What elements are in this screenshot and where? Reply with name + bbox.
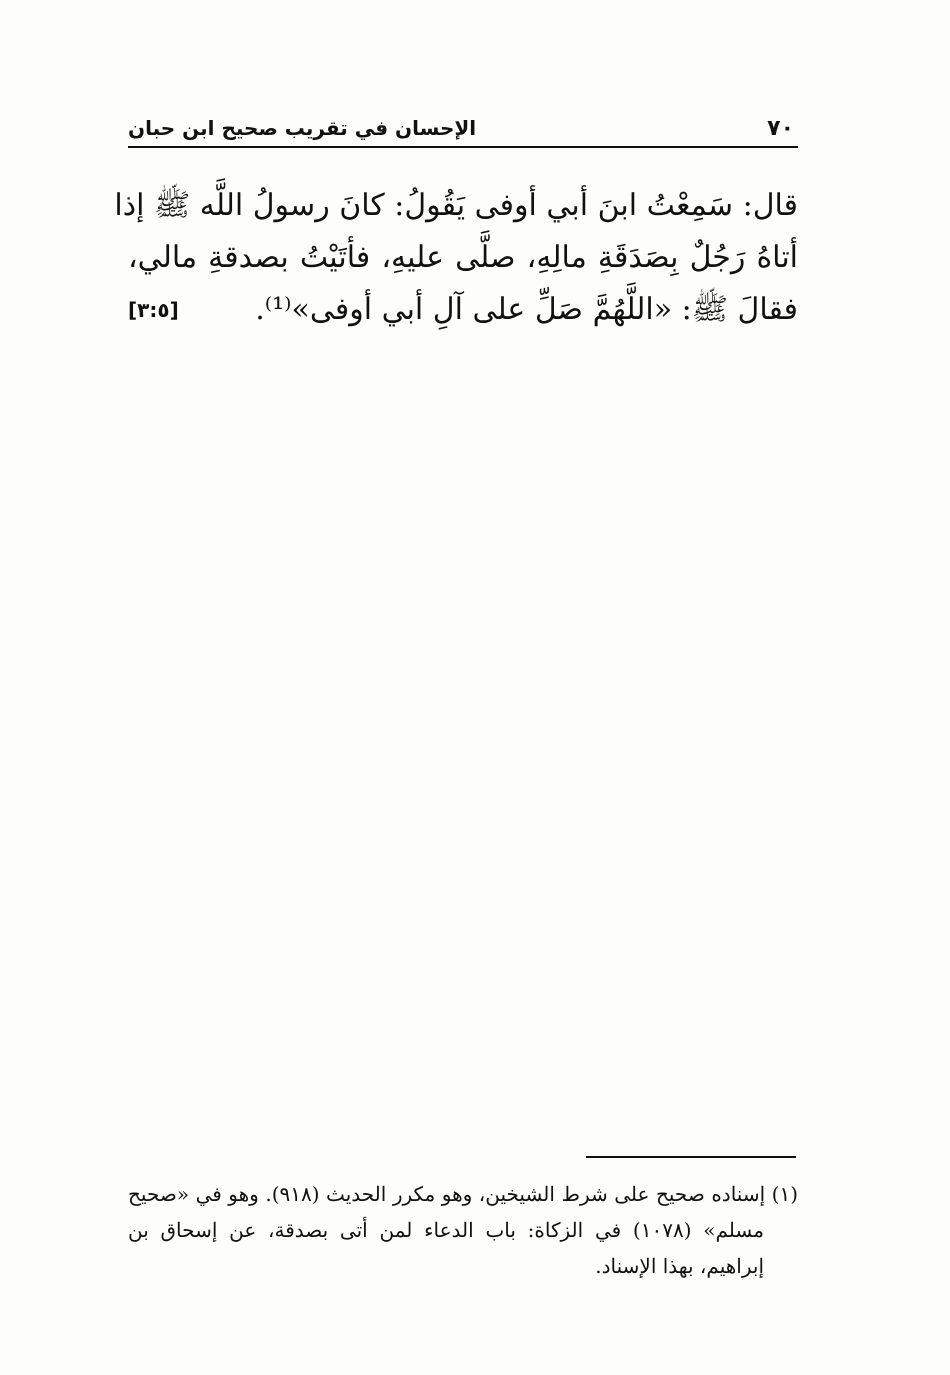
hadith-line: أتاهُ رَجُلٌ بِصَدَقَةِ مالِهِ، صلَّى عليهِ، فأتَيْتُ بصدقةِ مالي، — [128, 240, 798, 275]
hadith-text — [114, 180, 798, 336]
footnote-line: مسلم» (١٠٧٨) في الزكاة: باب الدعاء لمن أتى بصدقة، عن إسحاق بن — [128, 1218, 764, 1242]
page-number: ٧٠ — [767, 116, 794, 141]
hadith-line-last — [128, 284, 798, 336]
footnote-line: إبراهيم، بهذا الإسناد. — [595, 1254, 764, 1278]
running-title: الإحسان في تقريب صحيح ابن حبان — [128, 116, 477, 140]
footnote-divider — [586, 1156, 796, 1158]
hadith-line: قال: سَمِعْتُ ابنَ أبي أوفى يَقُولُ: كانَ رسولُ اللَّه ﷺ إذا — [114, 188, 798, 223]
hadith-line: فقالَ ﷺ: «اللَّهُمَّ صَلِّ على آلِ أبي أوفى»⁽¹⁾. — [255, 292, 798, 327]
footnotes — [128, 1176, 798, 1284]
footnote-line: (١) إسناده صحيح على شرط الشيخين، وهو مكرر الحديث (٩١٨). وهو في «صحيح — [128, 1182, 799, 1206]
page-header — [128, 112, 798, 148]
hadith-reference: [٣:٥] — [128, 298, 179, 322]
